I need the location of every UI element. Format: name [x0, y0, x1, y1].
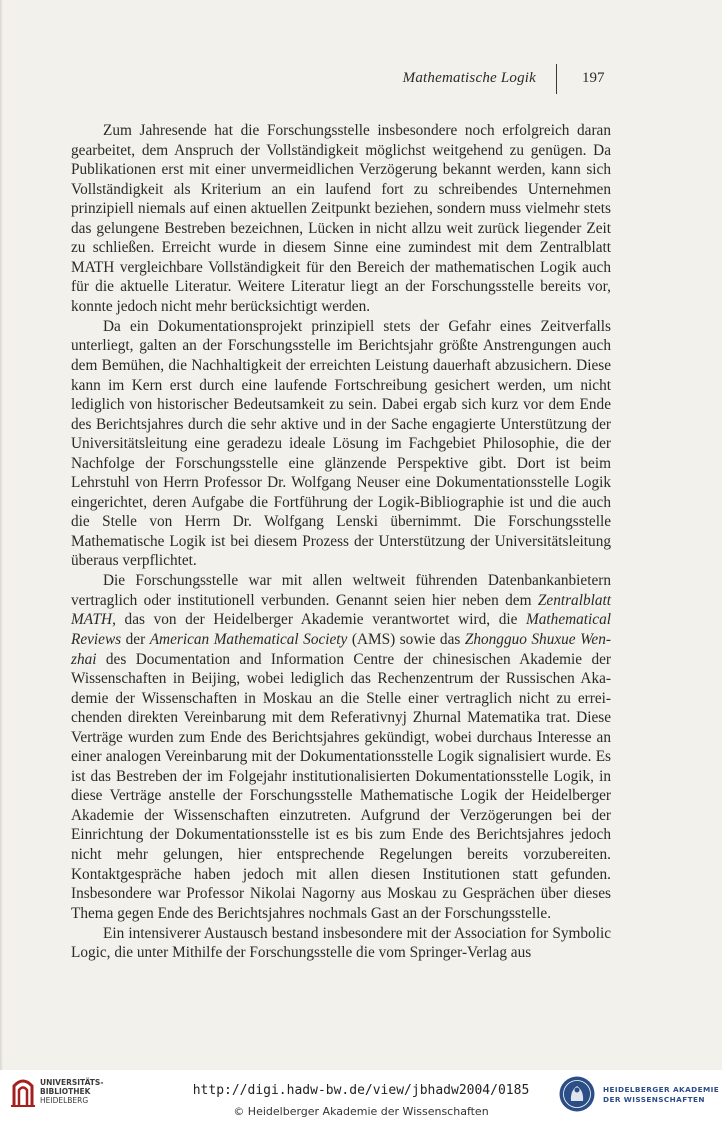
academy-name — [603, 1085, 719, 1105]
page-number: 197 — [582, 70, 605, 86]
academy-name-line-2: DER WISSENSCHAFTEN — [603, 1095, 705, 1104]
journal-title-reviews: Mathematical Reviews — [71, 611, 611, 648]
paragraph-3-text-5: des Documentation and Information Centre der chinesischen Akademie der Wissenschaften in Beijing, wobei lediglich das Rechenzentrum der Russischen Akademie der Wissenschaften in Moskau an die Stelle einer vertraglich nicht zu erreichenden direkten Vereinbarung mit dem Referativnyj Zhurnal Matematika trat. Diese Verträge wurden zum Ende des Berichtsjahres gekündigt, wobei durchaus Interesse an einer analogen Vereinbarung mit der Dokumentationsstelle Logik signalisiert wurde. Es ist das Bestreben der im Folgejahr institutionalisierten Dokumentationsstelle Logik, in diese Verträge anstelle der Forschungsstelle Mathematische Logik der Heidelberger Akademie der Wissenschaften einzutreten. Aufgrund der Verzögerungen bei der Einrichtung der Dokumentationsstelle ist es bis zum Ende des Berichtsjahres jedoch nicht mehr gelungen, hier entsprechende Regelungen bereits vorzubereiten. Kontaktgespräche haben jedoch mit allen diesen Institutionen statt gefunden. Insbesondere war Professor Nikolai Nagorny aus Moskau zu Gesprächen über dieses Thema gegen Ende des Berichtsjahres nochmals Gast an der Forschungsstelle. — [71, 650, 611, 922]
running-head — [0, 70, 722, 92]
paragraph-3 — [71, 571, 611, 923]
library-name-line-2: BIBLIOTHEK — [40, 1087, 91, 1096]
header-divider — [556, 64, 557, 94]
permalink-url[interactable]: http://digi.hadw-bw.de/view/jbhadw2004/0185 — [192, 1083, 530, 1098]
running-title: Mathematische Logik — [402, 70, 536, 86]
paragraph-3-text-2: , das von der Heidelberger Akademie verantwortet wird, die — [112, 611, 527, 629]
academy-seal-icon — [558, 1075, 596, 1113]
paragraph-1: Zum Jahresende hat die Forschungsstelle insbesondere noch erfolgreich daran gearbeitet, dem Anspruch der Vollständigkeit möglichst weitgehend zu genügen. Da Publikationen erst mit einer unvermeidlichen Verzögerung bekannt werden, kann sich Vollständigkeit als Kriterium an ein laufend fort zu schreibendes Unternehmen prinzipiell niemals auf einen aktuellen Zeitpunkt beziehen, sondern muss vielmehr stets das gelungene Bestreben bezeichnen, Lücken in nicht allzu weit zurück liegender Zeit zu schließen. Erreicht wurde in diesem Sinne eine zumindest mit dem Zentralblatt MATH vergleichbare Vollständigkeit für den Bereich der mathematischen Logik auch für die aktuelle Literatur. Weitere Literatur liegt an der Forschungsstelle bereits vor, konnte jedoch nicht mehr berücksichtigt werden. — [71, 122, 611, 315]
copyright-notice: © Heidelberger Akademie der Wissenschaften — [233, 1105, 489, 1118]
library-name-line-3: HEIDELBERG — [40, 1096, 89, 1105]
library-name-line-1: UNIVERSITÄTS- — [40, 1078, 104, 1087]
paragraph-2: Da ein Dokumentationsprojekt prinzipiell stets der Gefahr eines Zeitverfalls unterliegt, galten an der Forschungsstelle im Berichtsjahr größte Anstrengungen auch dem Bemühen, die Nachhaltigkeit der erreichten Leistung dauerhaft abzusichern. Diese kann im Kern erst durch eine laufende Fortschreibung gesichert werden, um nicht lediglich von historischer Bedeutsamkeit zu sein. Dabei ergab sich kurz vor dem Ende des Berichtsjahres durch die sehr aktive und in der Sache engagierte Unterstützung der Universitätsleitung eine geradezu ideale Lösung im Fachgebiet Philosophie, die der Nachfolge der Forschungsstelle eine glänzende Perspektive gibt. Dort ist beim Lehrstuhl von Herrn Professor Dr. Wolfgang Neuser eine Dokumentationsstelle Logik eingerichtet, deren Aufgabe die Fortführung der Logik-Bibliographie ist und die auch die Stelle von Herrn Dr. Wolfgang Lenski übernimmt. Die Forschungsstelle Mathematische Logik ist bei diesem Prozess der Unterstützung der Universitätsleitung überaus verpflichtet. — [71, 317, 611, 570]
paragraph-3-text-1: Die Forschungsstelle war mit allen weltweit führenden Datenbankanbietern vertraglich oder institutionell verbunden. Genannt seien hier neben dem — [71, 572, 611, 609]
paragraph-3-text-4: (AMS) sowie das — [347, 631, 465, 648]
journal-title-zhongguo: Zhongguo Shuxue Wenzhai — [71, 631, 611, 668]
paragraph-4: Ein intensiverer Austausch bestand insbesondere mit der Association for Symbolic Logic, die unter Mithilfe der Forschungsstelle die vom Springer-Verlag aus — [71, 924, 611, 962]
journal-title-zentralblatt: Zentralblatt MATH — [71, 591, 611, 629]
page-edge-shadow — [0, 0, 3, 1070]
society-name-ams: American Mathematical Society — [149, 631, 348, 648]
body-text — [71, 121, 611, 963]
academy-name-line-1: HEIDELBERGER AKADEMIE — [603, 1085, 720, 1094]
footer-bar — [0, 1070, 722, 1124]
paragraph-3-text-3: der — [121, 631, 150, 648]
